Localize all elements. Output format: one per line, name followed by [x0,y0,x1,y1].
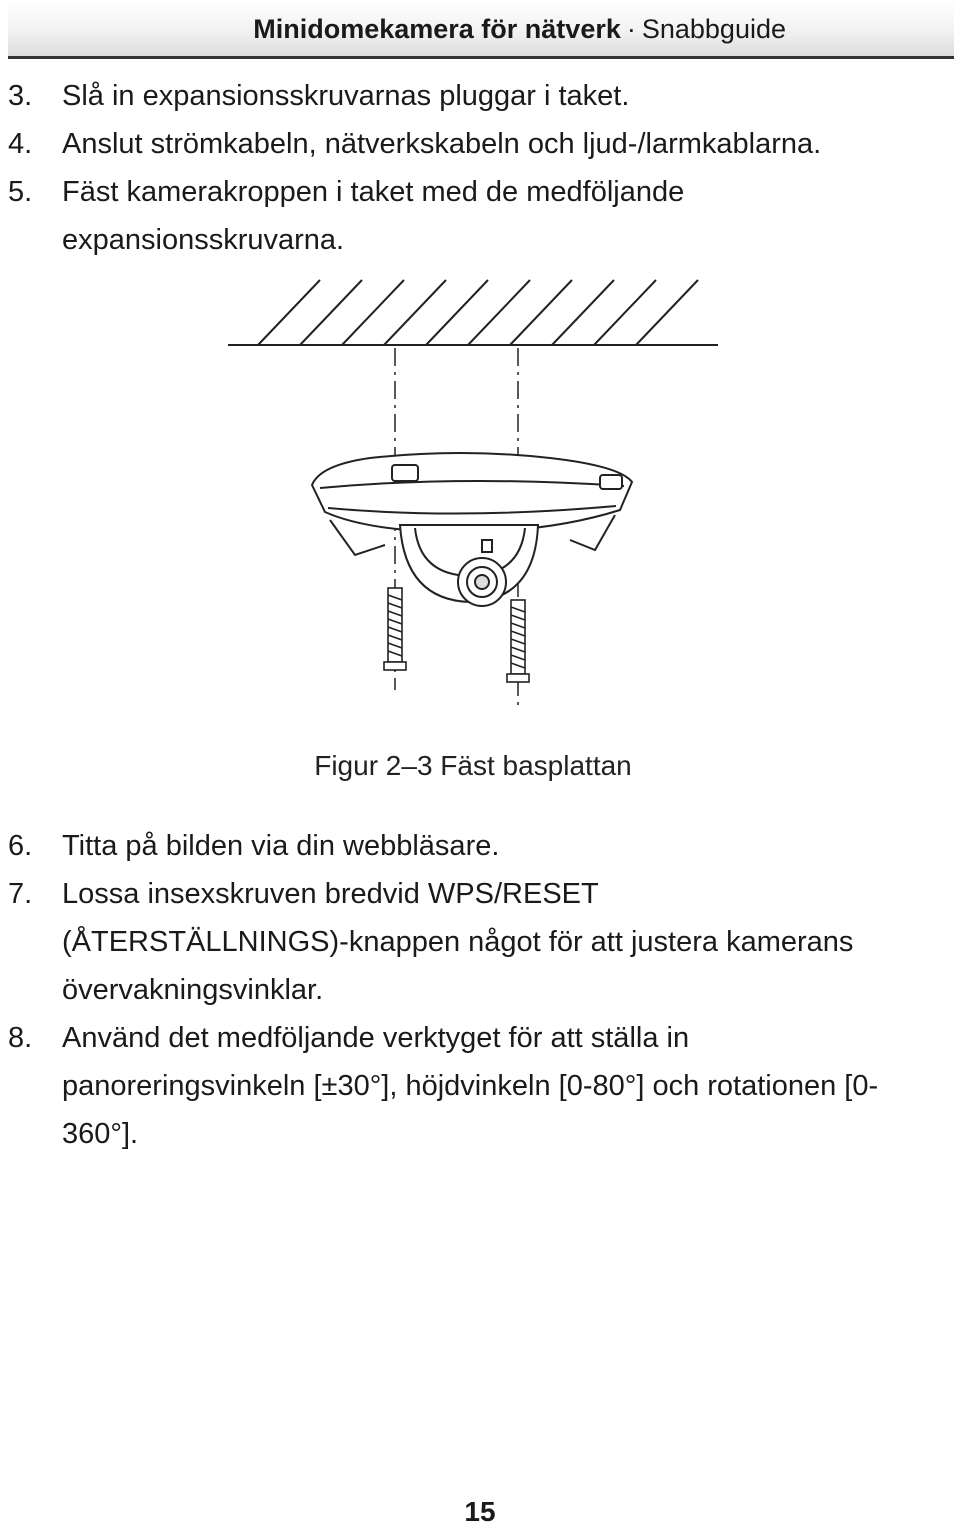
figure-caption: Figur 2–3 Fäst basplattan [314,750,632,781]
step-text: Slå in expansionsskruvarnas pluggar i taket. [62,80,630,112]
header-title: Minidomekamera för nätverk [253,14,621,44]
step-number: 3. [8,80,33,112]
step-number: 6. [8,830,33,862]
ceiling-mount-illustration [220,270,730,710]
step-text: Anslut strömkabeln, nätverkskabeln och ljud-/larmkablarna. [62,128,822,160]
step-text: Fäst kamerakroppen i taket med de medföljande expansionsskruvarna. [62,176,685,256]
step-number: 8. [8,1022,33,1054]
page-header [8,0,954,59]
step-number: 5. [8,176,33,208]
screw-left [384,588,406,670]
ceiling-hatch [228,280,718,345]
step-number: 4. [8,128,33,160]
camera-lens [458,558,506,606]
header-text [253,14,786,45]
step-text: Titta på bilden via din webbläsare. [62,830,500,862]
header-separator: · [626,14,636,44]
header-subtitle: Snabbguide [641,14,786,44]
step-text: Lossa insexskruven bredvid WPS/RESET (ÅTERSTÄLLNINGS)-knappen något för att justera kamerans övervakningsvinklar. [62,878,854,1006]
step-number: 7. [8,878,33,910]
page-number: 15 [464,1496,496,1527]
step-text: Använd det medföljande verktyget för att ställa in panoreringsvinkeln [±30°], höjdvinkeln [0-80°] och rotationen [0-360°]. [62,1022,879,1150]
screw-right [507,600,529,682]
